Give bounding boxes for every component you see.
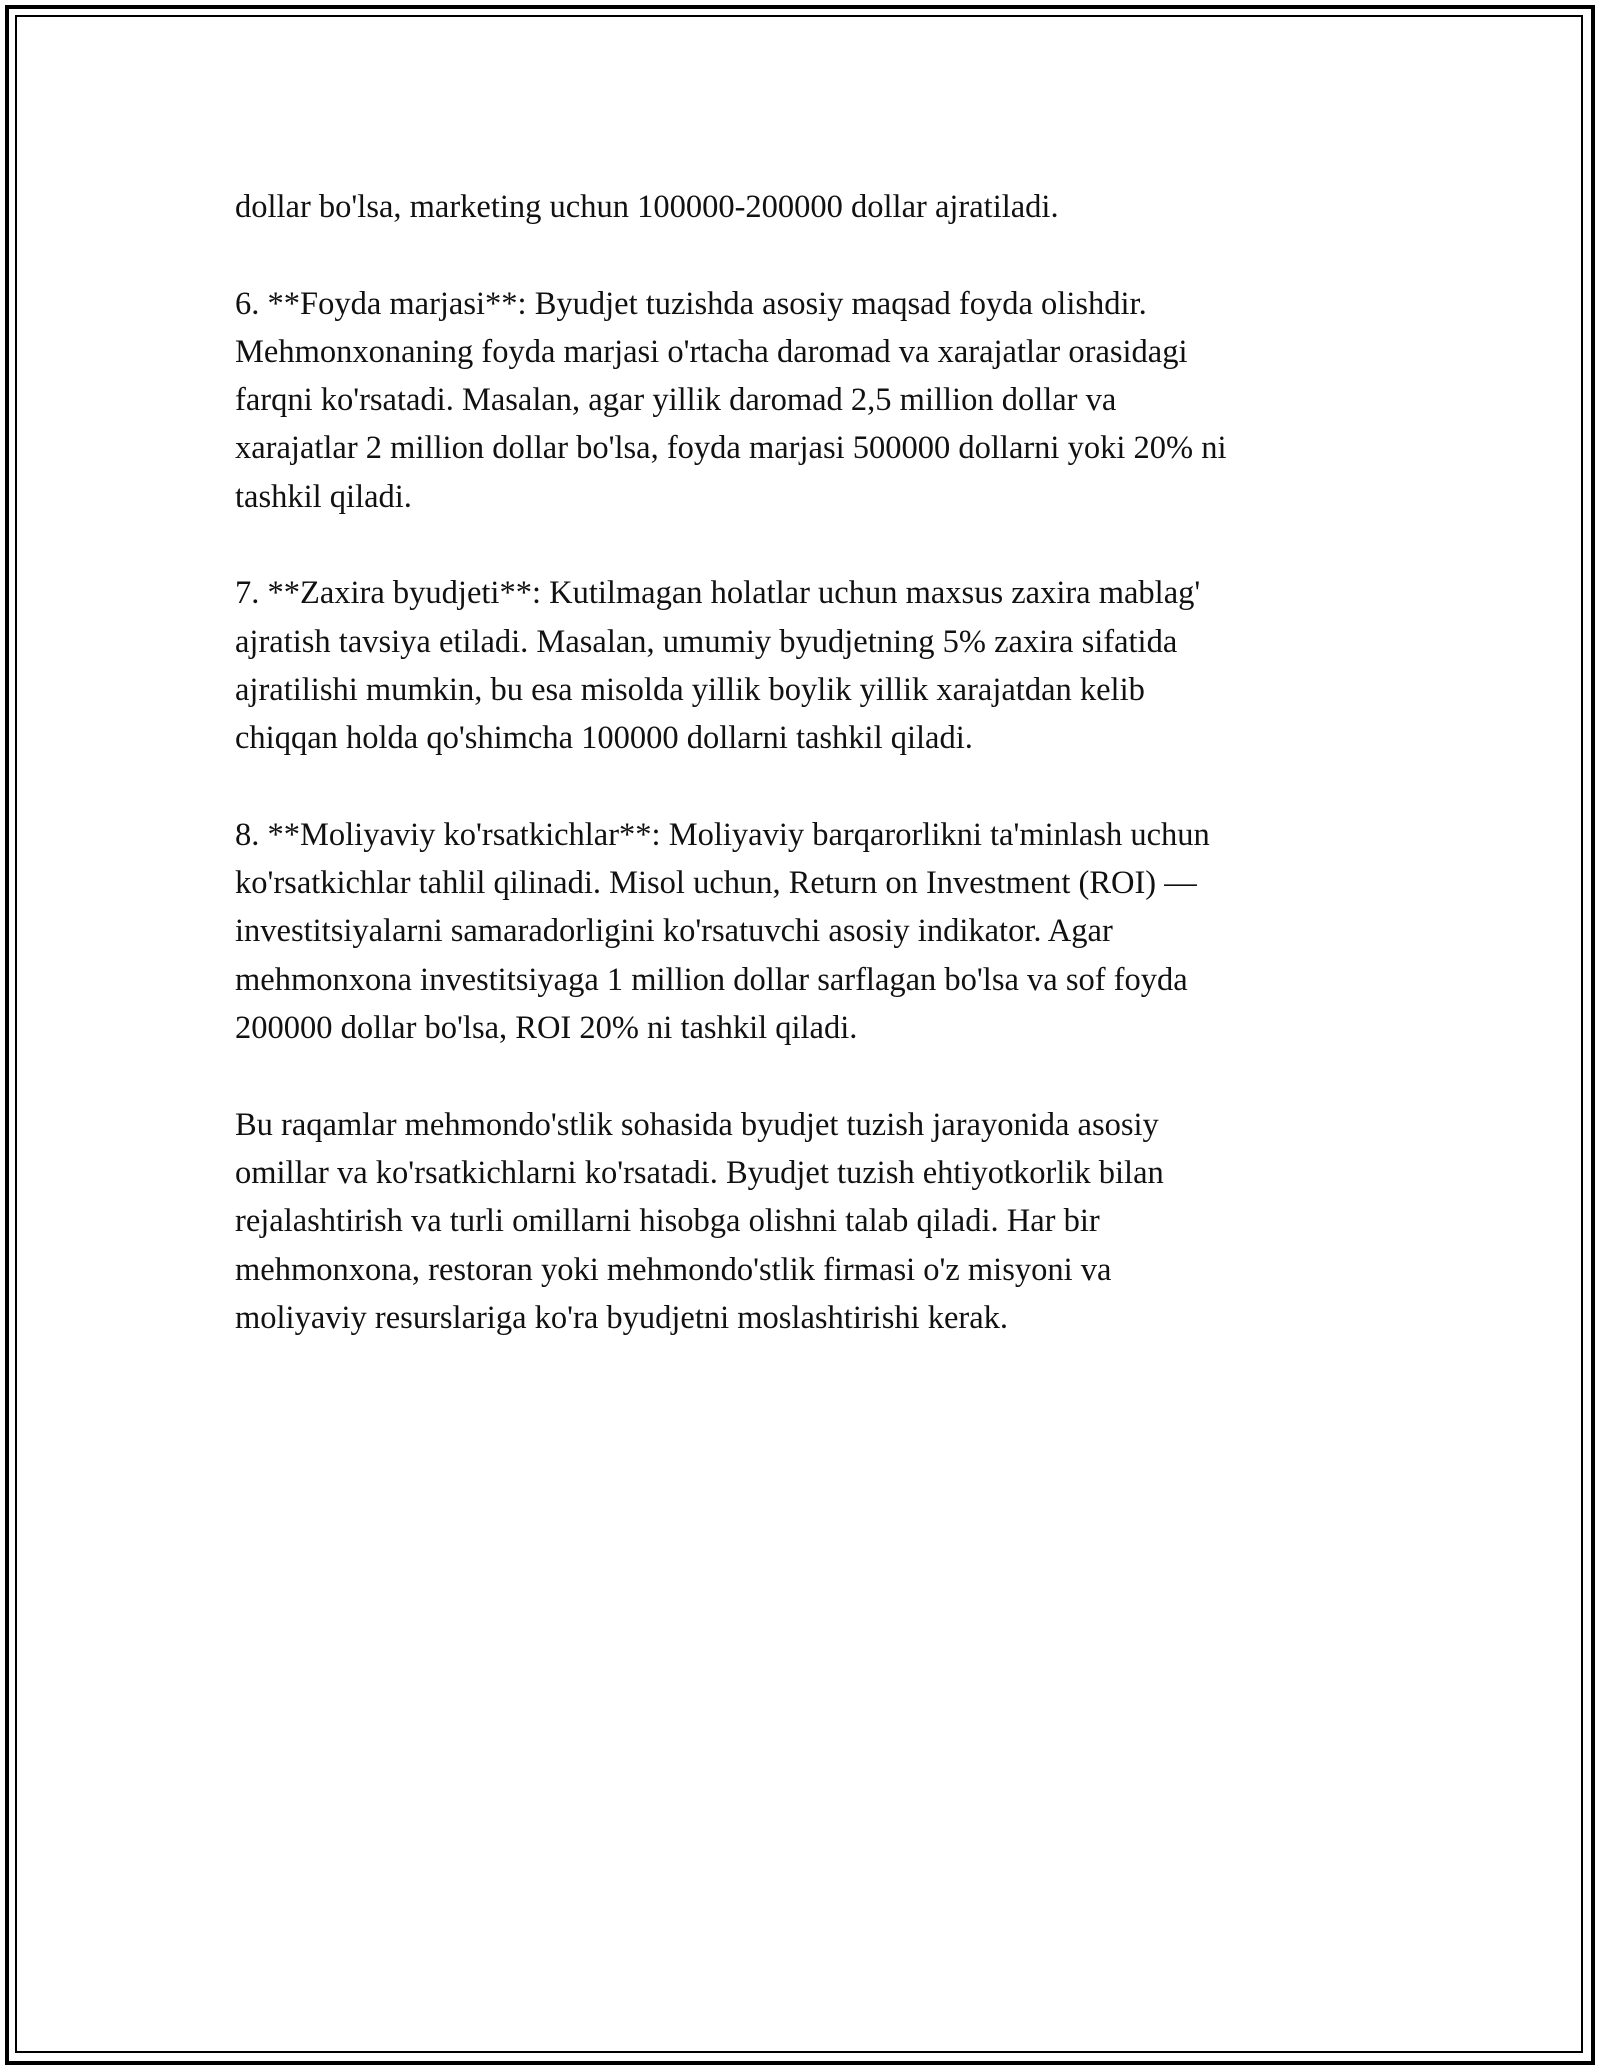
text-line: mehmonxona, restoran yoki mehmondo'stlik firmasi o'z misyoni va (235, 1251, 1112, 1288)
text-line: 200000 dollar bo'lsa, ROI 20% ni tashkil qiladi. (235, 1010, 858, 1047)
text-line: 8. **Moliyaviy ko'rsatkichlar**: Moliyaviy barqarorlikni ta'minlash uchun (235, 816, 1210, 853)
text-line: 7. **Zaxira byudjeti**: Kutilmagan holatlar uchun maxsus zaxira mablag' (235, 575, 1201, 612)
text-line: omillar va ko'rsatkichlarni ko'rsatadi. Byudjet tuzish ehtiyotkorlik bilan (235, 1154, 1164, 1191)
text-line: ko'rsatkichlar tahlil qilinadi. Misol uchun, Return on Investment (ROI) — (235, 865, 1197, 902)
text-line: Bu raqamlar mehmondo'stlik sohasida byudjet tuzish jarayonida asosiy (235, 1106, 1159, 1143)
paragraph-foyda-marjasi (235, 280, 1365, 521)
text-line: farqni ko'rsatadi. Masalan, agar yillik daromad 2,5 million dollar va (235, 382, 1117, 419)
paragraph-moliyaviy-korsatkichlar (235, 811, 1365, 1052)
text-line: moliyaviy resurslariga ko'ra byudjetni moslashtirishi kerak. (235, 1299, 1009, 1336)
text-line: dollar bo'lsa, marketing uchun 100000-200000 dollar ajratiladi. (235, 189, 1059, 225)
text-line: mehmonxona investitsiyaga 1 million dollar sarflagan bo'lsa va sof foyda (235, 961, 1188, 998)
text-line: Mehmonxonaning foyda marjasi o'rtacha daromad va xarajatlar orasidagi (235, 333, 1188, 370)
text-line: xarajatlar 2 million dollar bo'lsa, foyda marjasi 500000 dollarni yoki 20% ni (235, 430, 1227, 467)
text-line: ajratish tavsiya etiladi. Masalan, umumiy byudjetning 5% zaxira sifatida (235, 623, 1178, 660)
text-line: tashkil qiladi. (235, 478, 412, 515)
text-line: investitsiyalarni samaradorligini ko'rsatuvchi asosiy indikator. Agar (235, 913, 1113, 950)
paragraph-conclusion (235, 1101, 1365, 1342)
document-body (235, 183, 1365, 1390)
text-line: 6. **Foyda marjasi**: Byudjet tuzishda asosiy maqsad foyda olishdir. (235, 285, 1147, 322)
paragraph-marketing-continuation (235, 183, 1365, 231)
text-line: ajratilishi mumkin, bu esa misolda yillik boylik yillik xarajatdan kelib (235, 671, 1145, 708)
text-line: chiqqan holda qo'shimcha 100000 dollarni tashkil qiladi. (235, 720, 973, 757)
text-line: rejalashtirish va turli omillarni hisobga olishni talab qiladi. Har bir (235, 1203, 1100, 1240)
paragraph-zaxira-byudjeti (235, 569, 1365, 762)
